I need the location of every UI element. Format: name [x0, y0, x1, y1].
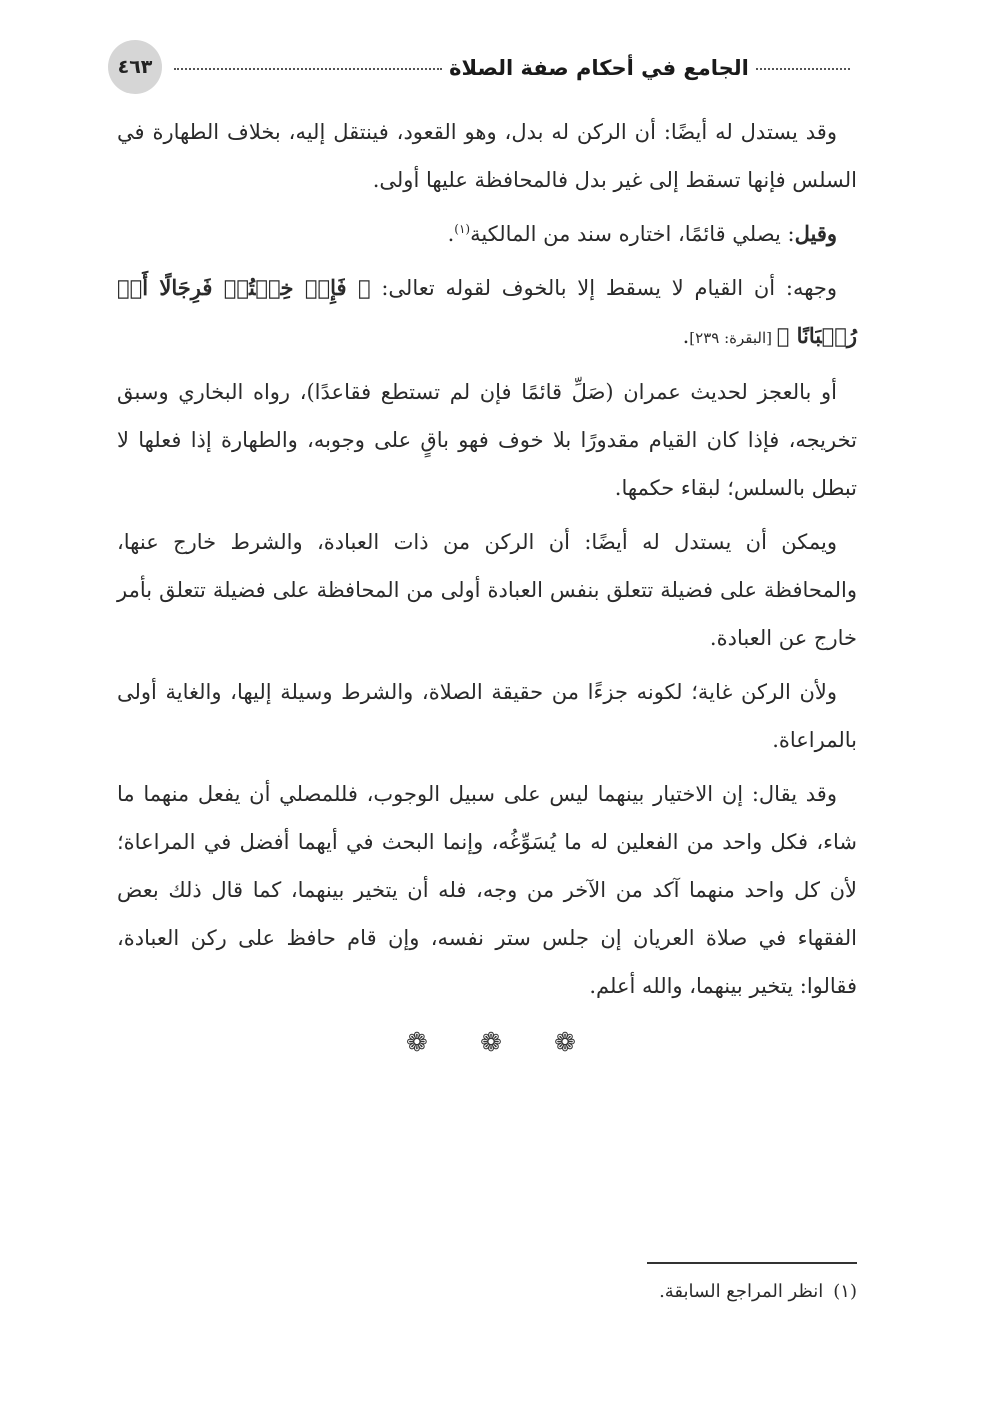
header-dotted-leader: [174, 68, 442, 70]
footnote-rule: [647, 1262, 857, 1264]
paragraph-5: ويمكن أن يستدل له أيضًا: أن الركن من ذات العبادة، والشرط خارج عنها، والمحافظة على فضيلة تتعلق بنفس العبادة أولى من المحافظة على فضيلة تتعلق بأمر خارج عن العبادة.: [117, 530, 857, 650]
main-text: [117, 108, 857, 1016]
paragraph-4: أو بالعجز لحديث عمران (صَلِّ قائمًا فإن لم تستطع فقاعدًا)، رواه البخاري وسبق تخريجه، فإذا كان القيام مقدورًا بلا خوف فهو باقٍ على وجوبه، والطهارة إذا فعلها لا تبطل بالسلس؛ لبقاء حكمها.: [117, 380, 857, 500]
qila-lead: وقيل: [794, 221, 837, 246]
paragraph-2: [117, 210, 857, 258]
page-header: [108, 40, 848, 102]
paragraph-1: وقد يستدل له أيضًا: أن الركن له بدل، وهو القعود، فينتقل إليه، بخلاف الطهارة في السلس فإنها تسقط إلى غير بدل فالمحافظة عليها أولى.: [117, 120, 857, 192]
header-dotted-leader-right: [756, 68, 850, 70]
page-number: ٤٦٣: [108, 40, 162, 94]
paragraph-7: وقد يقال: إن الاختيار بينهما ليس على سبيل الوجوب، فللمصلي أن يفعل منهما ما شاء، فكل واحد من الفعلين له ما يُسَوِّغُه، وإنما البحث في أيهما أفضل في المراعاة؛ لأن كل واحد منهما آكد من الآخر من وجه، فله أن يتخير بينهما، كما قال ذلك بعض الفقهاء في صلاة العريان إن جلس ستر نفسه، وإن قام حافظ على ركن العبادة، فقالوا: يتخير بينهما، والله أعلم.: [117, 782, 857, 998]
paragraph-3-end: .: [682, 324, 690, 348]
footnote: [520, 1277, 857, 1307]
verse-reference: [البقرة: ٢٣٩]: [689, 329, 777, 347]
section-separator-flowers: ❁ ❁ ❁: [406, 1028, 598, 1058]
footnote-text: انظر المراجع السابقة.: [659, 1281, 824, 1302]
footnote-marker[interactable]: (١): [454, 222, 471, 236]
running-title: الجامع في أحكام صفة الصلاة: [449, 56, 749, 80]
paragraph-2-end: .: [447, 222, 455, 246]
paragraph-6: ولأن الركن غاية؛ لكونه جزءًا من حقيقة الصلاة، والشرط وسيلة إليها، والغاية أولى بالمراعاة.: [117, 680, 857, 752]
quran-verse: ﴿ فَإِنۡ خِفۡتُمۡ فَرِجَالًا أَوۡ رُكۡبَانًا ﴾: [117, 275, 857, 348]
paragraph-2-text: : يصلي قائمًا، اختاره سند من المالكية: [470, 222, 795, 246]
paragraph-3-text: وجهه: أن القيام لا يسقط إلا بالخوف لقوله تعالى:: [370, 276, 838, 300]
footnote-number: (١): [833, 1281, 857, 1302]
paragraph-3: [117, 264, 857, 362]
